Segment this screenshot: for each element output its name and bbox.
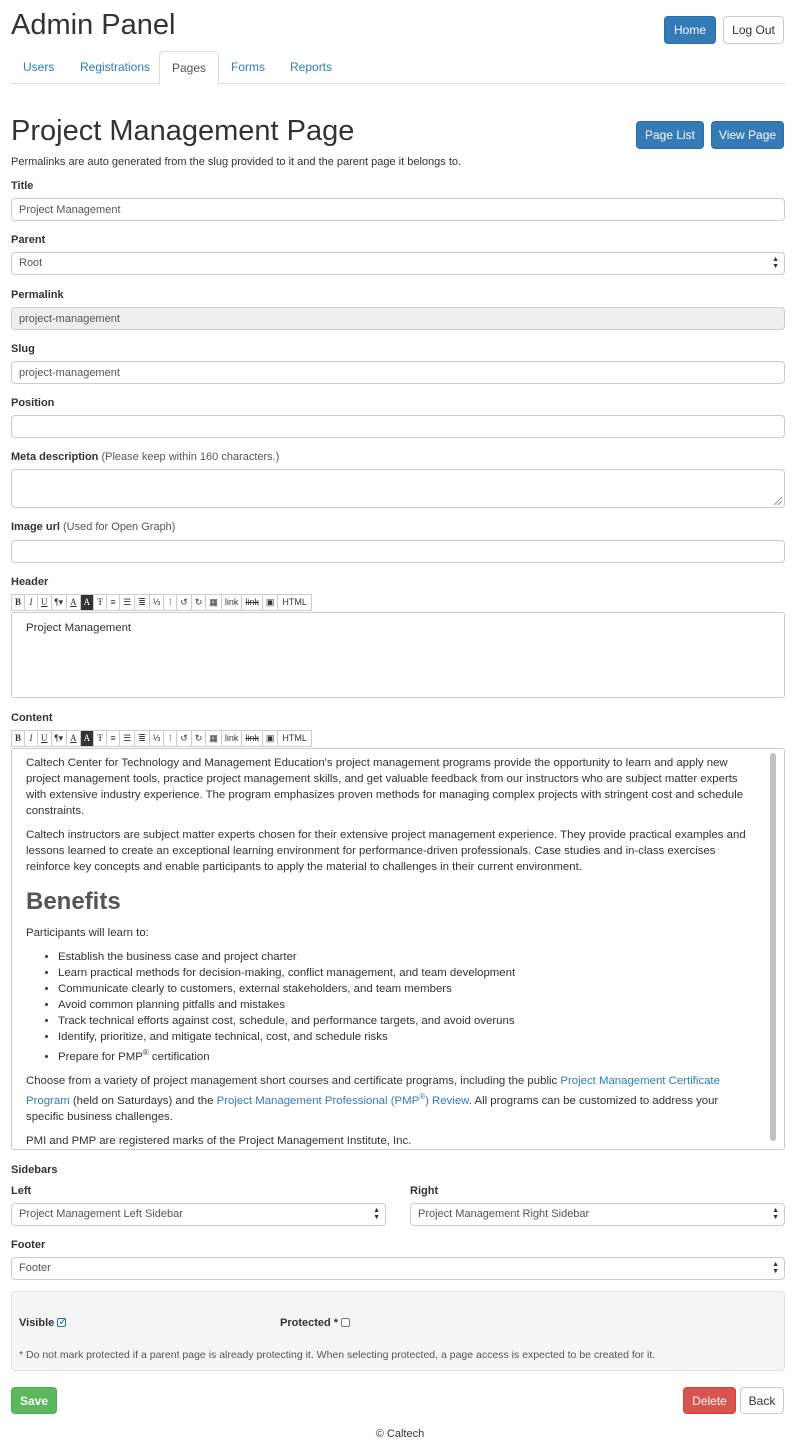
back-button[interactable]: Back [740, 1387, 784, 1414]
content-heading: Benefits [26, 888, 121, 915]
select-arrows-icon: ▲ ▼ [772, 256, 779, 270]
paragraph-dropdown[interactable]: ¶▾ [51, 594, 68, 611]
title-label: Title [11, 180, 34, 192]
select-arrows-icon: ▲ ▼ [373, 1207, 380, 1221]
logout-button[interactable]: Log Out [723, 16, 784, 44]
image-icon[interactable]: ▣ [262, 594, 279, 611]
tab-pages[interactable]: Pages [159, 51, 219, 85]
redo-icon[interactable]: ↻ [191, 594, 207, 611]
left-sidebar-label: Left [11, 1185, 32, 1197]
undo-icon[interactable]: ↺ [176, 594, 192, 611]
view-page-button[interactable]: View Page [711, 121, 784, 149]
table-icon[interactable]: ▦ [205, 594, 222, 611]
header-editor[interactable] [11, 612, 785, 698]
image-url-label [11, 520, 175, 535]
font-color-button[interactable]: A [66, 594, 81, 611]
left-sidebar-select[interactable] [11, 1203, 386, 1226]
unordered-list-icon[interactable]: ⁝ [163, 730, 177, 747]
pmp-review-link[interactable] [216, 1092, 469, 1107]
sidebars-label: Sidebars [11, 1164, 58, 1176]
tab-registrations[interactable]: Registrations [80, 60, 151, 74]
content-intro: Participants will learn to: [26, 927, 149, 940]
italic-button[interactable]: I [24, 594, 38, 611]
list-item: • Identify, prioritize, and mitigate technical, cost, and schedule risks [58, 1029, 754, 1045]
bold-button[interactable]: B [11, 594, 25, 611]
pmp-link-text: ) Review [425, 1094, 469, 1107]
image-url-hint: (Used for Open Graph) [62, 521, 176, 533]
header-editor-toolbar [11, 594, 311, 611]
unlink-button[interactable]: link [241, 730, 263, 747]
content-editor-toolbar [11, 730, 311, 747]
link-button[interactable]: link [221, 594, 243, 611]
redo-icon[interactable]: ↻ [191, 730, 207, 747]
align-left-icon[interactable]: ☰ [119, 594, 135, 611]
ordered-list-icon[interactable]: ⅓ [149, 730, 165, 747]
footer-select-value: Footer [19, 1262, 51, 1274]
footer-label: Footer [11, 1239, 46, 1251]
link-button[interactable]: link [221, 730, 243, 747]
right-sidebar-label: Right [410, 1185, 439, 1197]
image-url-input[interactable] [11, 540, 785, 563]
content-text: (held on Saturdays) and the [69, 1094, 217, 1107]
list-item [58, 1045, 754, 1065]
slug-label: Slug [11, 343, 35, 355]
align-right-icon[interactable]: ≣ [134, 594, 150, 611]
font-color-button[interactable]: A [66, 730, 81, 747]
parent-select-value: Root [19, 257, 43, 269]
certificate-program-link[interactable]: Project Management Certificate Program [26, 1075, 720, 1107]
protected-label-text: Protected * [280, 1317, 339, 1329]
background-color-button[interactable]: A [80, 730, 95, 747]
meta-description-label [11, 450, 279, 465]
position-label: Position [11, 397, 55, 409]
html-button[interactable]: HTML [277, 594, 312, 611]
meta-description-label-text: Meta description [11, 451, 99, 463]
select-arrows-icon: ▲ ▼ [772, 1261, 779, 1275]
home-button[interactable]: Home [664, 16, 716, 44]
ordered-list-icon[interactable]: ⅓ [149, 594, 165, 611]
right-sidebar-select[interactable] [410, 1203, 785, 1226]
flags-panel [11, 1291, 785, 1371]
clear-format-button[interactable]: Ŧ [93, 594, 107, 611]
slug-input[interactable] [11, 361, 785, 384]
undo-icon[interactable]: ↺ [176, 730, 192, 747]
registered-mark: ® [419, 1092, 426, 1102]
header-editor-text: Project Management [26, 622, 132, 634]
content-paragraph: PMI and PMP are registered marks of the Project Management Institute, Inc. [26, 1134, 412, 1147]
tab-forms[interactable]: Forms [231, 60, 265, 74]
image-icon[interactable]: ▣ [262, 730, 279, 747]
position-input[interactable] [11, 415, 785, 438]
content-editor-body [12, 749, 784, 1150]
select-arrows-icon: ▲ ▼ [772, 1207, 779, 1221]
list-item: • Avoid common planning pitfalls and mistakes [58, 997, 754, 1013]
content-label: Content [11, 712, 53, 724]
title-input[interactable] [11, 198, 785, 221]
page-title: Project Management Page [11, 115, 355, 147]
visible-checkbox[interactable] [57, 1318, 66, 1327]
content-text: . All programs can be customized to address your specific business challenges. [26, 1094, 719, 1123]
align-right-icon[interactable]: ≣ [134, 730, 150, 747]
right-sidebar-value: Project Management Right Sidebar [418, 1208, 590, 1220]
save-button[interactable]: Save [11, 1387, 57, 1414]
left-sidebar-value: Project Management Left Sidebar [19, 1208, 183, 1220]
header-label: Header [11, 576, 49, 588]
tab-users[interactable]: Users [23, 60, 55, 74]
permalink-label: Permalink [11, 289, 64, 301]
footer-select[interactable] [11, 1257, 785, 1280]
resize-grip-icon[interactable] [774, 497, 782, 505]
italic-button[interactable]: I [24, 730, 38, 747]
table-icon[interactable]: ▦ [205, 730, 222, 747]
protected-checkbox[interactable] [341, 1318, 350, 1327]
protected-note: * Do not mark protected if a parent page is already protecting it. When selecting protected, a page access is expected to be created for it. [19, 1349, 656, 1361]
pmp-link-text: Project Management Professional (PMP [216, 1094, 420, 1107]
protected-label [280, 1316, 350, 1331]
permalink-note: Permalinks are auto generated from the slug provided to it and the parent page it belongs to. [11, 156, 462, 168]
content-paragraph: Caltech instructors are subject matter experts chosen for their extensive project management experience. They provide practical examples and lessons learned to create an exceptional learning environment for performance-driven professionals. Case studies and in-class exercises reinforce key concepts and enable participants to apply the material to challenges in their current environment. [26, 829, 746, 873]
list-item: • Learn practical methods for decision-making, conflict management, and team development [58, 965, 754, 981]
content-text: Choose from a variety of project management short courses and certificate programs, including the public [26, 1075, 561, 1088]
clear-format-button[interactable]: Ŧ [93, 730, 107, 747]
unlink-button[interactable]: link [241, 594, 263, 611]
permalink-input [11, 307, 785, 330]
paragraph-dropdown[interactable]: ¶▾ [51, 730, 68, 747]
page-list-button[interactable]: Page List [636, 121, 704, 149]
html-button[interactable]: HTML [277, 730, 312, 747]
align-center-icon[interactable]: ≡ [106, 594, 120, 611]
background-color-button[interactable]: A [80, 594, 95, 611]
bold-button[interactable]: B [11, 730, 25, 747]
unordered-list-icon[interactable]: ⁝ [163, 594, 177, 611]
registered-mark: ® [142, 1048, 149, 1058]
visible-label-text: Visible [19, 1317, 55, 1329]
copyright: © Caltech [375, 1428, 425, 1440]
meta-description-hint: (Please keep within 160 characters.) [101, 451, 280, 463]
list-item: • Establish the business case and project charter [58, 949, 754, 965]
main-tabs [11, 51, 785, 84]
content-paragraph [26, 1073, 754, 1125]
parent-label: Parent [11, 234, 46, 246]
image-url-label-text: Image url [11, 521, 60, 533]
content-editor[interactable] [11, 748, 785, 1150]
parent-select[interactable] [11, 252, 785, 275]
align-center-icon[interactable]: ≡ [106, 730, 120, 747]
visible-label [19, 1316, 66, 1331]
list-item: • Track technical efforts against cost, schedule, and performance targets, and avoid overuns [58, 1013, 754, 1029]
list-item-text: Prepare for PMP [58, 1051, 143, 1064]
list-item: • Communicate clearly to customers, external stakeholders, and team members [58, 981, 754, 997]
delete-button[interactable]: Delete [683, 1387, 736, 1414]
tab-reports[interactable]: Reports [290, 60, 333, 74]
benefits-list [26, 949, 754, 1065]
underline-button[interactable]: U [37, 730, 52, 747]
align-left-icon[interactable]: ☰ [119, 730, 135, 747]
content-scrollbar[interactable] [770, 753, 776, 1141]
meta-description-textarea[interactable] [11, 469, 785, 508]
app-title: Admin Panel [11, 9, 176, 41]
list-item-text: certification [148, 1051, 210, 1064]
underline-button[interactable]: U [37, 594, 52, 611]
content-paragraph: Caltech Center for Technology and Management Education's project management programs provide the opportunity to learn and apply new project management tools, practice project management skills, and get valuable feedback from our instructors who are subject matter experts with extensive industry experience. The program emphasizes proven methods for managing complex projects with stringent cost and schedule constraints. [26, 757, 744, 817]
